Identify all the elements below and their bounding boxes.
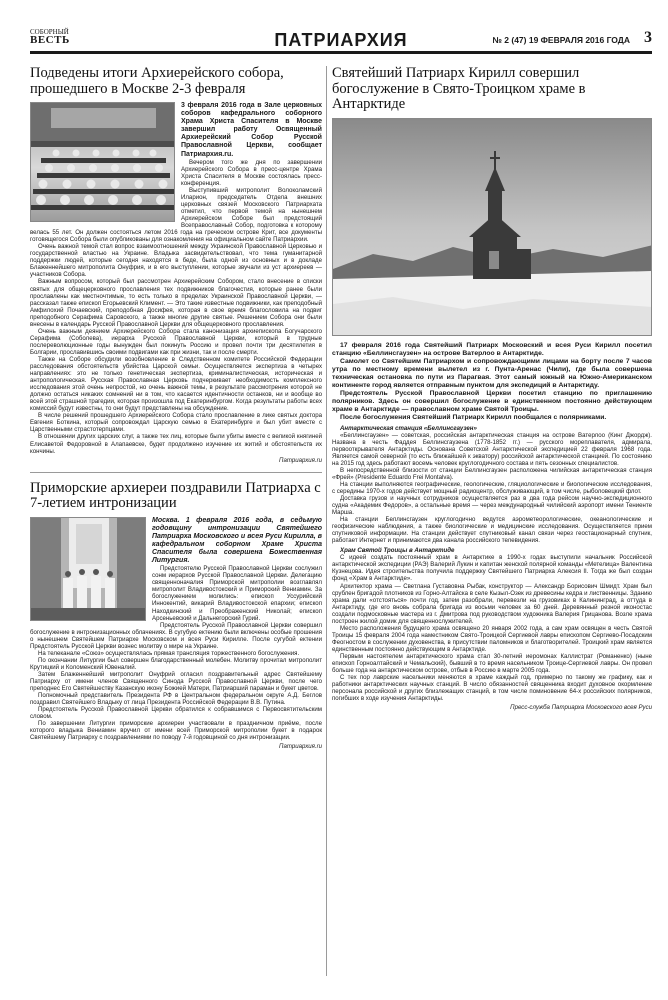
column-divider — [326, 66, 327, 976]
article-antarctica-p5: В непосредственной близости от станции Беллинсгаузен расположена чилийская антарктическая станция «Фрей» (Presidente Eduardo Frei Montalva). — [332, 466, 652, 481]
article-sobor-p7: В числе решений прошедшего Архиерейского Собора стало прославление в лике святых доктора Евгения Боткина, который сопровождал Царскую семью в Екатеринбурге и был убит вместе с Царственными страстотерпцами. — [30, 412, 322, 434]
article-antarctica-subheading-church: Храм Святой Троицы в Антарктиде — [340, 547, 455, 555]
logo-big-text: ВЕСТЬ — [30, 34, 70, 46]
church-landscape-image — [333, 119, 652, 336]
article-antarctica-p12: Первым настоятелем антарктического храма стал 30-летний иеромонах Каллистрат (Романенко) (ныне епископ Горноалтайский и Чемальский), бывший в то время насельником Троице-Сергиевой лавры. Он провел больше года на антарктическом острове, отбыв в Россию в марте 2005 года. — [332, 653, 652, 675]
article-antarctica-p6: На станции выполняются географические, геологические, гляциологические и биологические исследования, с середины 1970-х годов действует мощный радиоцентр, обслуживающий, в том числе, рыболовецкий флот. — [332, 480, 652, 495]
article-sobor-p5: Очень важным деянием Архиерейского Собора стала канонизация архиепископа Богучарского Серафима (Соболева), иерарха Русской Православной Церкви, который в трудные послереволюционные годы вынужден был покинуть Россию и провел почти три десятилетия в Болгарии, прославившись своими подвигами как при жизни, так и после смерти. — [30, 327, 322, 356]
logo-small-text: СОБОРНЫЙ — [30, 28, 69, 36]
article-primorye-p8: По завершении Литургии приморские архиереи участвовали в праздничном приёме, после которого владыка Вениамин вручил от имени всей Приморской митрополии букет в подарок Святейшему Патриарху с поздравлениями по поводу 7-й годовщиной со дня интронизации. — [30, 720, 322, 742]
article-primorye-p2: Предстоятель Русской Православной Церкви совершил богослужение в интронизационных облачениях. В сугубую ектению были включены особые прошения о нынешнем Святейшем Патриархе Московском и всея Руси Кирилле. После сугубой ектении Предстоятель Русской Церкви вознес молитву о мире на Украине. — [30, 621, 322, 650]
page-header — [30, 28, 652, 54]
article-sobor-p1: Вечером того же дня по завершении Архиерейского Собора в пресс-центре Храма Христа Спасителя в Москве состоялась пресс-конференция. — [181, 158, 322, 187]
issue-info: № 2 (47) 19 ФЕВРАЛЯ 2016 ГОДА — [492, 35, 630, 45]
article-antarctica-p7: Доставка грузов и научных сотрудников осуществляется раз в два года рейсом научно-экспедиционного судна «Академик Федоров», а остальные время — через международный чилийский аэропорт имени Тениенте Марша. — [332, 494, 652, 517]
left-column — [30, 66, 322, 758]
article-sobor-title: Подведены итоги Архиерейского собора, прошедшего в Москве 2-3 февраля — [30, 65, 284, 97]
article-primorye-p6: Полномочный представитель Президента РФ в Центральном федеральном округе А.Д. Беглов поздравил Святейшего Владыку от лица Президента Российской Федерации В.В. Путина. — [30, 692, 322, 707]
article-primorye-lead: Москва. 1 февраля 2016 года, в седьмую годовщину интронизации Святейшего Патриарха Московского и всея Руси Кирилла, в кафедральном соборном Храме Христа Спасителя была совершена Божественная Литургия. — [152, 516, 322, 565]
article-separator — [30, 472, 322, 473]
article-primorye — [30, 481, 322, 751]
article-sobor-p8: В отношении других царских слуг, а также тех лиц, которые были убиты вместе с великой княгиней Елисаветой Федоровной в Алапаевске, будет продолжено изучение их житий и обстоятельств их кончины. — [30, 433, 322, 455]
article-antarctica-p1: Самолет со Святейшим Патриархом и сопровождающими лицами на борту после 7 часов утра по местному времени вылетел из г. Пунта-Аренас (Чили), где была совершена техническая остановка по пути из Парагвая. Этот самый южный на Южно-Американском континенте город является отправным пунктом для экспедиций в Антарктиду. — [332, 357, 652, 389]
article-sobor-p2: Выступивший митрополит Волоколамский Иларион, председатель Отдела внешних церковных связей Московского Патриархата отметил, что первой темой на нынешнем Архиерейском Соборе был предстоящий Всеправославный Собор, подготовка к которому велась 55 лет. Он должен состояться летом 2016 года на греческом острове Крит, все документы готовящегося Собора были опубликованы для ознакомления на официальном сайте Патриархии. — [30, 186, 322, 244]
article-antarctica-source: Пресс-служба Патриарха Московского всея Руси — [510, 704, 652, 712]
article-primorye-p3: На телеканале «Союз» осуществлялась прямая трансляция торжественного богослужения. — [38, 649, 300, 657]
article-antarctica-p13: С тех пор лаврские насельники меняются в храме каждый год, примерно по такому же графику, как и работники антарктических научных станций. В число обязанностей священника входит духовное окормление персонала российской и других близлежащих станций, в том числе поминовение 64-х российских полярников, погибших в ходе изучения Антарктиды. — [332, 674, 652, 703]
article-antarctica-lead: 17 февраля 2016 года Святейший Патриарх Московский и всея Руси Кирилл посетил станцию «Беллинсгаузен» на острове Ватерлоо в Антарктиде. — [332, 341, 652, 357]
liturgy-photo — [30, 517, 146, 621]
article-primorye-p1: Предстоятелю Русской Православной Церкви сослужил сонм иерархов Русской Православной Церкви. Делегацию священноначалия Приморской митрополии возглавлял митрополит Владивостокский и Приморский Вениамин. За богослужением молились: епископ Уссурийский Иннокентий, викарий Владивостокской епархии; епископ Находкинский и Преображенский Николай; епископ Арсеньевский и Дальнегорский Гурий. — [152, 565, 322, 622]
section-title: ПАТРИАРХИЯ — [274, 30, 408, 50]
article-antarctica-p10: Архитектор храма — Светлана Густавовна Рыбак, конструктор — Александр Борисович Шмидт. Храм был срублен бригадой плотников из Горно-Алтайска в селе Кызыл-Озек из древесины кедра и лиственницы. Зданию храма дали «отстояться» почти год, затем разобрали, перевезли на грузовиках в Калининград, а оттуда в Антарктиду, где его вновь собрала бригада из восьми человек за 60 дней. Деревянный резной иконостас создали подмосковные мастера из г. Дмитрова под руководством художника Валерия Грицанова. Возле храма построен жилой домик для священнослужителей. — [332, 582, 652, 625]
article-sobor-p4: Важным вопросом, который был рассмотрен Архиерейским Собором, стало внесение в списки святых для общецерковного прославления тех подвижников благочестия, которые ранее были прославлены как местночтимые, то есть только в пределах Украинской Православной Церкви, — рассказал также епископ Егорьевский Климент. — Это такие известные подвижники, как преподобный Амфилохий Почаевский, преподобная Досифея, которая в свое время благословила на подвиг преподобного Серафима Саровского, а также многие другие святые. Решением Собора они были внесены в календарь Русской Православной Церкви для общецерковного прославления. — [30, 278, 322, 328]
article-antarctica-p9: С идеей создать постоянный храм в Антарктике в 1990-х годах выступили начальник Российской антарктической экспедиции (РАЭ) Валерий Лукин и капитан женской полярной команды «Метелица» Валентина Кузнецова. Идея строительства получила поддержку Святейшего Патриарха Алексия II. Тогда же был создан фонд «Храм в Антарктиде». — [332, 554, 652, 583]
article-sobor-source: Патриархия.ru — [279, 456, 322, 464]
article-sobor — [30, 66, 322, 464]
article-primorye-title: Приморские архиереи поздравили Патриарха с 7-летием интронизации — [30, 479, 321, 512]
article-antarctica-subheading-station: Антарктическая станция «Беллинсгаузен» — [340, 424, 477, 432]
sobor-hall-image — [31, 103, 175, 222]
antarctic-church-photo — [332, 118, 652, 336]
article-antarctica — [332, 66, 652, 711]
article-antarctica-p3: После богослужения Святейший Патриарх Кирилл пообщался с полярниками. — [340, 413, 607, 421]
article-primorye-p5: Затем Блаженнейший митрополит Онуфрий огласил поздравительный адрес Святейшему Патриарху от имени членов Священного Синода Русской Православной Церкви, после чего преподнес Его Святейшеству Казанскую икону Божией Матери, Патриарший параман и букет цветов. — [30, 670, 322, 693]
article-sobor-p6: Также на Соборе обсудили возобновление в Следственном комитете Российской Федерации расследования обстоятельств убийства Царской семьи. Осуществляется экспертиза в четырех направлениях: это не только генетическая экспертиза, криминалистическая, историческая и антропологическая. Русская Православная Церковь подчеркивает необходимость комплексного исследования этой очень непростой, но очень важной темы, в результате рассмотрения которой не должно остаться никаких сомнений ни в том, что касается идентичности останков, ни и вообще во всей этой страшной трагедии, которая произошла под Екатеринбургом. Когда результаты работы всех комиссий будут известны, то они будут представлены на обсуждение. — [30, 355, 322, 413]
page-number: 3 — [644, 29, 652, 46]
article-primorye-source: Патриархия.ru — [279, 743, 322, 751]
sobor-photo — [30, 102, 175, 222]
article-sobor-p3: Очень важной темой стал вопрос взаимоотношений между Украинской Православной Церковью и государственной властью на Украине. Владыка засвидетельствовал, что тема гуманитарной поддержки людей, которые сегодня находятся в беде, была одной из основных и в докладе Блаженнейшего митрополита Онуфрия, и в его выступлении, которые звучали из уст архиереев — участников Собора. — [30, 243, 322, 279]
liturgy-image — [31, 518, 146, 621]
article-primorye-p4: По окончании Литургии был совершен благодарственный молебен. Молитву прочитал митрополит Крутицкий и Коломенский Ювеналий. — [30, 656, 322, 671]
article-primorye-p7: Предстоятель Русской Православной Церкви обратился к собравшимся с Первосвятительским словом. — [30, 706, 322, 721]
article-sobor-lead: 3 февраля 2016 года в Зале церковных соборов кафедрального соборного Храма Христа Спасителя в Москве завершил работу Освященный Архиерейский Собор Русской Православной Церкви, сообщает Патриархия.ru. — [181, 102, 322, 158]
right-column — [332, 66, 652, 719]
article-antarctica-p8: На станции Беллинсгаузен круглогодично ведутся аэрометеорологические, океанологические и геофизические наблюдения, а также биологические и медицинские исследования. Осуществляется прием спутниковой информации. На станции действует спутниковый канал связи через геостационарный спутник, работает Интернет и принимаются два канала российского телевидения. — [332, 516, 652, 545]
article-antarctica-p2: Предстоятель Русской Православной Церкви посетил станцию по приглашению полярников. Здесь он совершил богослужение в единственном постоянно действующем храме в Антарктиде — православном храме Святой Троицы. — [332, 389, 652, 413]
article-antarctica-p11: Место расположения будущего храма освящено 20 января 2002 года, а сам храм освящен в честь Святой Троицы 15 февраля 2004 года наместником Свято-Троицкой Сергиевой лавры епископом Сергиево-Посадским Феогностом в сослужении духовенства, в присутствии паломников и благотворителей. Троицкий храм является единственным постоянно действующим в Антарктиде. — [332, 624, 652, 653]
article-antarctica-p4: «Беллинсгаузен» — советская, российская антарктическая станция на острове Ватерлоо (Кинг Джордж). Названа в честь Фаддея Беллинсгаузена (1778-1852 гг.) — русского мореплавателя, адмирала, первооткрывателя Антарктиды. Основана Советской Антарктической экспедицией 22 февраля 1968 года. Является самой северной (то есть ближайшей к экватору) российской антарктической станцией. По состоянию на 2015 год здесь работают восемь человек круглогодичного состава и пять сезонных специалистов. — [332, 431, 652, 467]
article-antarctica-title: Святейший Патриарх Кирилл совершил богослужение в Свято-Троицком храме в Антарктиде — [332, 65, 586, 112]
